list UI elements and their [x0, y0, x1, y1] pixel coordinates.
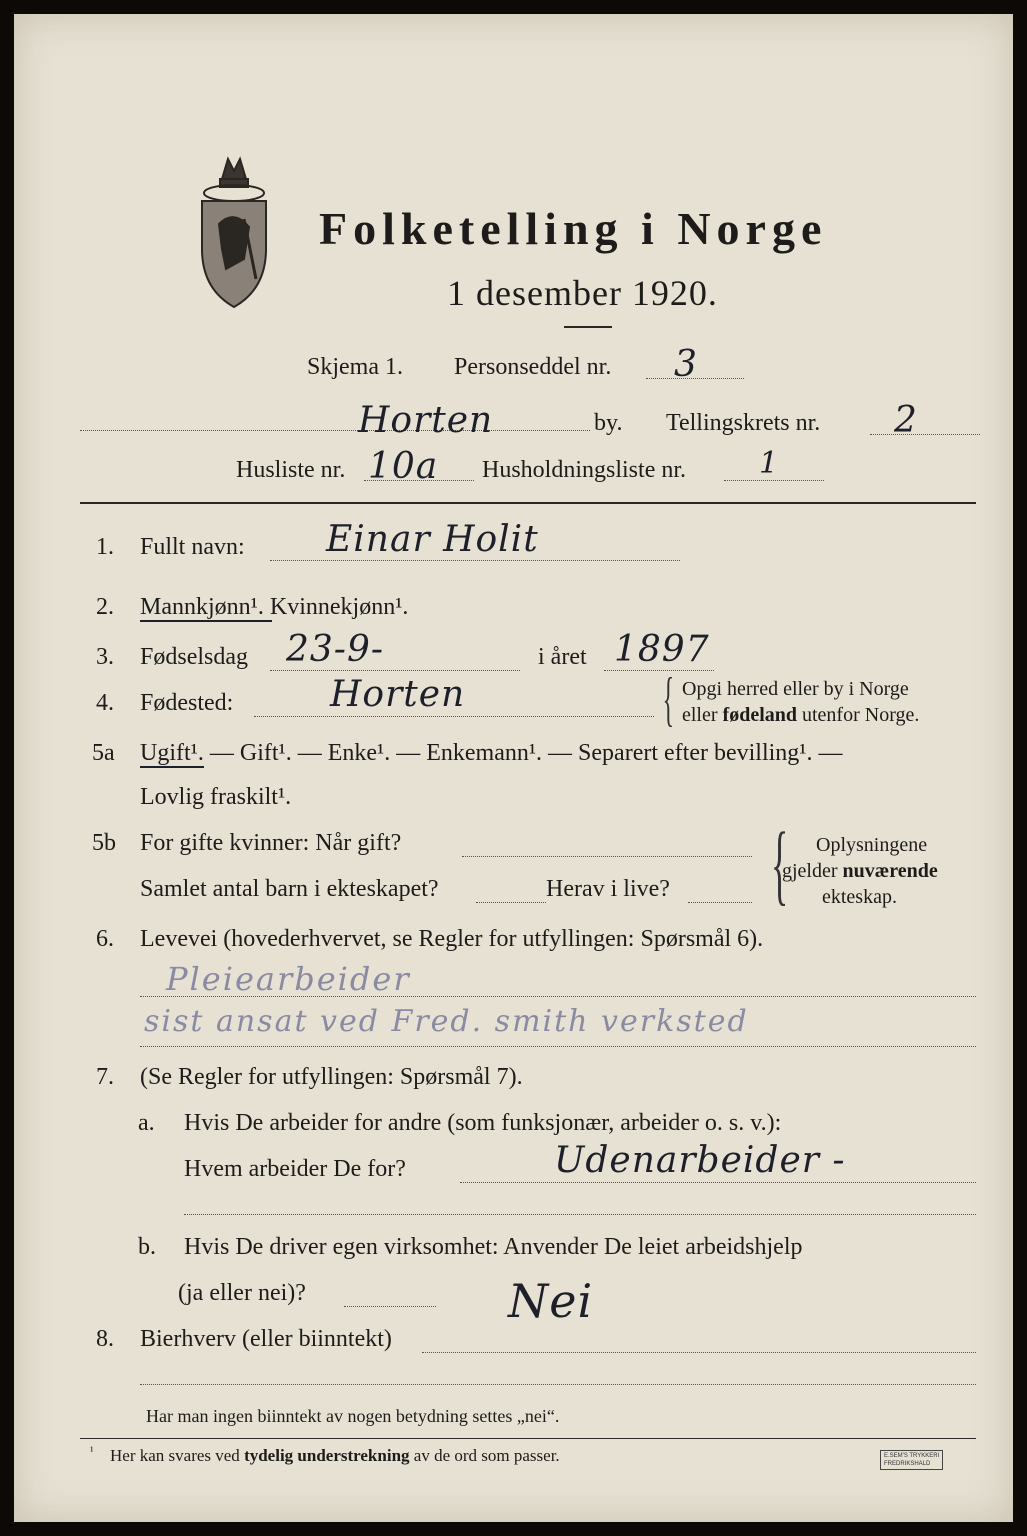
q5a-number: 5a [92, 740, 115, 766]
husliste-line [364, 480, 474, 481]
q5b-note-line1: Oplysningene [816, 834, 928, 856]
q2-number: 2. [96, 594, 114, 620]
q4-note-line1: Opgi herred eller by i Norge [682, 678, 909, 700]
q5a-ugift-underline [140, 766, 204, 768]
q5b-when-married-label: For gifte kvinner: Når gift? [140, 830, 402, 856]
q5b-when-married-line [462, 856, 752, 857]
q7-label: (Se Regler for utfyllingen: Spørsmål 7). [140, 1064, 523, 1090]
husholdning-line [724, 480, 824, 481]
footnote-text: Her kan svares ved tydelig understrekning av de ord som passer. [110, 1446, 560, 1465]
q5a-options-line2: Lovlig fraskilt¹. [140, 784, 292, 810]
q7a-letter: a. [138, 1110, 155, 1136]
personseddel-line [646, 378, 744, 379]
q6-value-line2: sist ansat ved Fred. smith verksted [144, 1004, 749, 1039]
q1-line [270, 560, 680, 561]
q5b-number: 5b [92, 830, 116, 856]
q5b-alive-line [688, 902, 752, 903]
q7a-label: Hvis De arbeider for andre (som funksjonær, arbeider o. s. v.): [184, 1110, 782, 1136]
q2-male-underline [140, 620, 272, 622]
q3-value: 23-9- [286, 629, 385, 670]
header-rule [80, 502, 976, 504]
footnote-mark: ¹ [90, 1444, 94, 1458]
q8-number: 8. [96, 1326, 114, 1352]
q8-label: Bierhverv (eller biinntekt) [140, 1326, 392, 1352]
q3-year-line [604, 670, 714, 671]
footer-rule [80, 1438, 976, 1439]
q4-number: 4. [96, 690, 114, 716]
q6-line2 [140, 1046, 976, 1047]
skjema-label: Skjema 1. [307, 354, 403, 380]
q1-label: Fullt navn: [140, 534, 245, 560]
q3-number: 3. [96, 644, 114, 670]
norwegian-coat-of-arms-icon [194, 149, 274, 309]
q7a-employer-value: Udenarbeider - [554, 1140, 846, 1181]
q7b-yesno-value: Nei [508, 1274, 594, 1328]
q5b-brace: { [770, 815, 789, 914]
form-title: Folketelling i Norge [319, 203, 828, 254]
husholdning-value: 1 [759, 446, 780, 481]
q5b-children-line [476, 902, 546, 903]
q2-female-option: Kvinnekjønn [269, 594, 396, 620]
q7a-employer-label: Hvem arbeider De for? [184, 1156, 406, 1182]
q7a-employer-line [460, 1182, 976, 1183]
husliste-value: 10a [368, 446, 439, 487]
q5b-note-line2: gjelder nuværende [782, 860, 938, 882]
title-rule [564, 326, 612, 328]
city-line [80, 430, 590, 431]
q7b-letter: b. [138, 1234, 156, 1260]
q4-note-line2: eller fødeland utenfor Norge. [682, 704, 920, 726]
census-date: 1 desember 1920. [447, 273, 718, 313]
q6-label: Levevei (hovederhvervet, se Regler for utfyllingen: Spørsmål 6). [140, 926, 764, 952]
q1-value: Einar Holit [326, 519, 539, 560]
q5a-options: Ugift¹. — Gift¹. — Enke¹. — Enkemann¹. — Separert efter bevilling¹. — [140, 740, 843, 766]
footer-note: Har man ingen biinntekt av nogen betydning settes „nei“. [146, 1406, 560, 1426]
q7a-line2 [184, 1214, 976, 1215]
q2-female-sup: ¹. [395, 594, 409, 620]
tellingskrets-value: 2 [894, 400, 918, 441]
q7b-yesno-line [344, 1306, 436, 1307]
q3-year-label: i året [538, 644, 587, 670]
q4-label: Fødested: [140, 690, 234, 716]
q4-line [254, 716, 654, 717]
census-form [14, 14, 1013, 1522]
q6-line1 [140, 996, 976, 997]
q7b-yesno-label: (ja eller nei)? [178, 1280, 306, 1306]
personseddel-value: 3 [674, 344, 698, 385]
q5b-alive-label: Herav i live? [546, 876, 670, 902]
husliste-label: Husliste nr. [236, 457, 346, 483]
q4-brace: { [662, 666, 675, 732]
q3-year-value: 1897 [614, 629, 710, 670]
q6-value-line1: Pleiearbeider [166, 960, 411, 998]
q8-line1 [422, 1352, 976, 1353]
tellingskrets-line [870, 434, 980, 435]
by-label: by. [594, 410, 623, 436]
q7-number: 7. [96, 1064, 114, 1090]
q7b-label: Hvis De driver egen virksomhet: Anvender De leiet arbeidshjelp [184, 1234, 803, 1260]
q5b-note-line3: ekteskap. [822, 886, 897, 908]
husholdning-label: Husholdningsliste nr. [482, 457, 687, 483]
tellingskrets-label: Tellingskrets nr. [666, 410, 821, 436]
q6-number: 6. [96, 926, 114, 952]
printer-stamp: E.SEM'S TRYKKERI FREDRIKSHALD [880, 1450, 943, 1470]
q4-value: Horten [330, 674, 466, 715]
q3-line [270, 670, 520, 671]
q3-label: Fødselsdag [140, 644, 248, 670]
q2-options [140, 594, 408, 621]
q2-male-option: Mannkjønn [140, 594, 251, 620]
q2-male-sup: ¹. [250, 594, 264, 620]
city-value: Horten [358, 400, 494, 441]
q8-line2 [140, 1384, 976, 1385]
personseddel-label: Personseddel nr. [454, 354, 612, 380]
q1-number: 1. [96, 534, 114, 560]
q5b-children-label: Samlet antal barn i ekteskapet? [140, 876, 439, 902]
